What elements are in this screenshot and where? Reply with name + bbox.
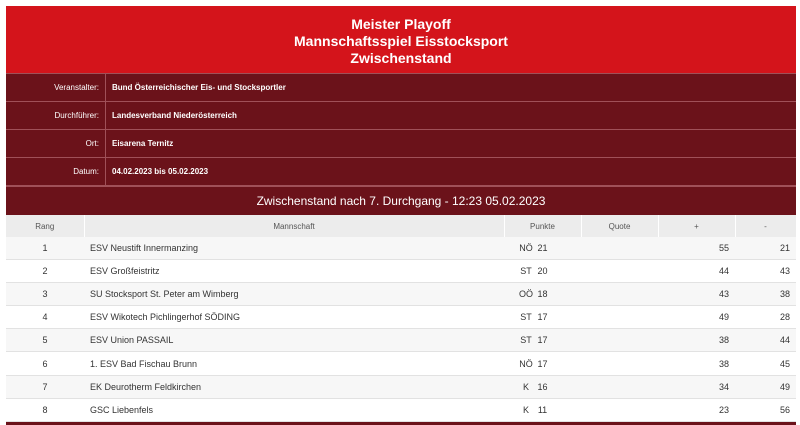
cell-team	[84, 329, 532, 352]
cell-points: 17	[504, 352, 581, 375]
cell-points: 11	[504, 398, 581, 421]
cell-quote	[581, 283, 658, 306]
header-subtitle-2: Zwischenstand	[350, 50, 452, 66]
info-value: 04.02.2023 bis 05.02.2023	[112, 167, 209, 176]
info-row-date	[6, 158, 796, 186]
cell-team	[84, 398, 529, 421]
cell-rank: 5	[6, 329, 84, 352]
cell-plus: 49	[658, 306, 735, 329]
team-name: SU Stocksport St. Peter am Wimberg	[90, 289, 239, 300]
info-value: Eisarena Ternitz	[112, 139, 174, 148]
table-row	[6, 237, 796, 260]
team-name: ESV Union PASSAIL	[90, 335, 174, 346]
table-row	[6, 398, 796, 421]
cell-team	[84, 306, 532, 329]
cell-plus: 44	[658, 260, 735, 283]
info-label: Veranstalter:	[6, 74, 106, 101]
info-label: Ort:	[6, 130, 106, 157]
cell-plus: 23	[658, 398, 735, 421]
cell-minus: 45	[735, 352, 796, 375]
team-name: ESV Neustift Innermanzing	[90, 243, 199, 254]
table-row	[6, 260, 796, 283]
team-name: GSC Liebenfels	[90, 404, 154, 415]
header-subtitle-1: Mannschaftsspiel Eisstocksport	[294, 33, 508, 49]
team-name: EK Deurotherm Feldkirchen	[90, 381, 202, 392]
table-row	[6, 283, 796, 306]
page-header	[6, 6, 796, 73]
team-name: ESV Großfeistritz	[90, 266, 160, 277]
cell-rank: 3	[6, 283, 84, 306]
header-title: Meister Playoff	[351, 16, 451, 32]
table-row	[6, 329, 796, 352]
cell-team	[84, 375, 529, 398]
cell-minus: 43	[735, 260, 796, 283]
team-region: NÖ	[519, 358, 533, 369]
cell-quote	[581, 329, 658, 352]
team-region: ST	[520, 312, 532, 323]
cell-plus: 38	[658, 352, 735, 375]
team-region: OÖ	[518, 289, 533, 300]
cell-rank: 7	[6, 375, 84, 398]
cell-minus: 21	[735, 237, 796, 260]
table-header-row	[6, 215, 796, 237]
cell-points: 17	[504, 329, 581, 352]
column-header-team: Mannschaft	[84, 215, 504, 237]
team-name: 1. ESV Bad Fischau Brunn	[90, 358, 198, 369]
info-row-executor	[6, 102, 796, 130]
cell-quote	[581, 306, 658, 329]
team-region: K	[522, 381, 529, 392]
cell-plus: 34	[658, 375, 735, 398]
cell-plus: 43	[658, 283, 735, 306]
table-row	[6, 375, 796, 398]
cell-team	[84, 352, 533, 375]
column-header-points: Punkte	[504, 215, 581, 237]
info-label: Datum:	[6, 158, 106, 185]
cell-minus: 49	[735, 375, 796, 398]
column-header-plus: +	[658, 215, 735, 237]
cell-rank: 4	[6, 306, 84, 329]
cell-quote	[581, 352, 658, 375]
column-header-quote: Quote	[581, 215, 658, 237]
cell-points: 17	[504, 306, 581, 329]
team-region: K	[522, 404, 529, 415]
cell-rank: 6	[6, 352, 84, 375]
column-header-rank: Rang	[6, 215, 84, 237]
cell-quote	[581, 260, 658, 283]
team-region: ST	[520, 335, 532, 346]
cell-points: 16	[504, 375, 581, 398]
team-region: ST	[520, 266, 532, 277]
cell-team	[84, 260, 532, 283]
column-header-minus: -	[735, 215, 796, 237]
info-value: Bund Österreichischer Eis- und Stocksportler	[112, 83, 286, 92]
team-name: ESV Wikotech Pichlingerhof SÖDING	[90, 312, 241, 323]
cell-quote	[581, 398, 658, 421]
cell-team	[84, 283, 533, 306]
info-row-organizer	[6, 74, 796, 102]
cell-points: 18	[504, 283, 581, 306]
cell-points: 20	[504, 260, 581, 283]
team-region: NÖ	[519, 243, 533, 254]
table-row	[6, 306, 796, 329]
cell-minus: 38	[735, 283, 796, 306]
table-row	[6, 352, 796, 375]
event-info	[6, 73, 796, 186]
standings-page	[6, 6, 796, 425]
cell-minus: 44	[735, 329, 796, 352]
cell-rank: 8	[6, 398, 84, 421]
cell-rank: 1	[6, 237, 84, 260]
cell-minus: 56	[735, 398, 796, 421]
standings-table	[6, 215, 797, 422]
cell-plus: 55	[658, 237, 735, 260]
cell-rank: 2	[6, 260, 84, 283]
cell-quote	[581, 237, 658, 260]
info-row-location	[6, 130, 796, 158]
cell-minus: 28	[735, 306, 796, 329]
standings-subtitle: Zwischenstand nach 7. Durchgang - 12:23 05.02.2023	[6, 186, 796, 215]
cell-plus: 38	[658, 329, 735, 352]
cell-quote	[581, 375, 658, 398]
info-value: Landesverband Niederösterreich	[112, 111, 237, 120]
info-label: Durchführer:	[6, 102, 106, 129]
cell-team	[84, 237, 533, 260]
cell-points: 21	[504, 237, 581, 260]
